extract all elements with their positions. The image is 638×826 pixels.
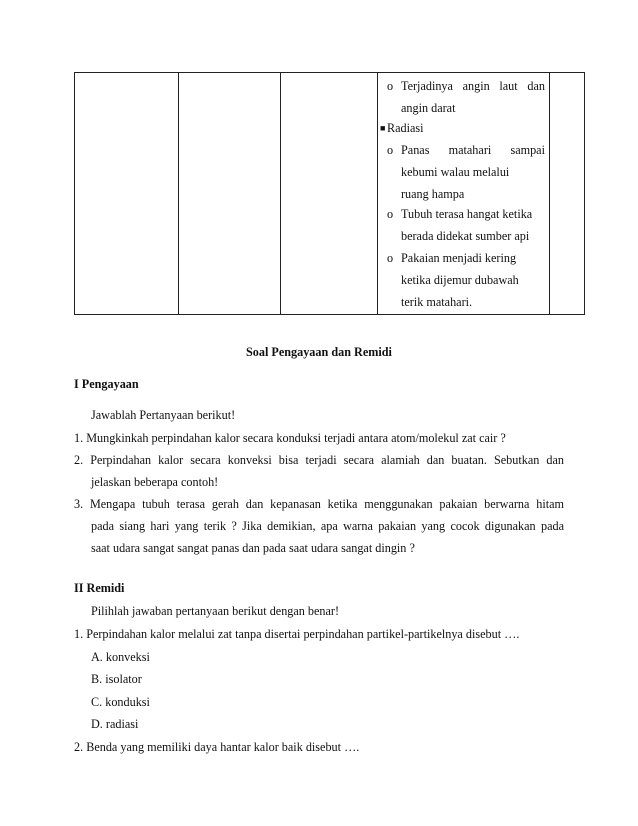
word: Terjadinya xyxy=(401,79,453,93)
list-item-line xyxy=(401,143,545,157)
list-item-line: kebumi walau melalui xyxy=(401,165,510,179)
list-item-line: angin darat xyxy=(401,101,456,115)
list-item-line: ruang hampa xyxy=(401,187,465,201)
word: angin xyxy=(462,79,490,93)
section-title-pengayaan: I Pengayaan xyxy=(74,377,139,391)
bullet-circle-icon: o xyxy=(387,79,394,93)
list-item-line: Pakaian menjadi kering xyxy=(401,251,517,265)
word: matahari xyxy=(448,143,492,157)
word: laut xyxy=(499,79,518,93)
table-column-divider xyxy=(549,73,550,314)
list-item-line: terik matahari. xyxy=(401,295,473,309)
list-item-line: Tubuh terasa hangat ketika xyxy=(401,207,533,221)
section-title-remidi: II Remidi xyxy=(74,581,125,595)
option-c: C. konduksi xyxy=(91,695,150,709)
word: dan xyxy=(527,79,545,93)
question-3: 3. Mengapa tubuh terasa gerah dan kepanasan ketika menggunakan pakaian berwarna hitam xyxy=(74,497,564,511)
section-instruction: Jawablah Pertanyaan berikut! xyxy=(91,408,236,422)
table-column-divider xyxy=(280,73,281,314)
word: Panas xyxy=(401,143,430,157)
question-3-continued: pada siang hari yang terik ? Jika demikian, apa warna pakaian yang cocok digunakan pada xyxy=(91,519,564,533)
list-item-line: ketika dijemur dubawah xyxy=(401,273,519,287)
table-column-divider xyxy=(377,73,378,314)
bullet-circle-icon: o xyxy=(387,207,394,221)
list-item-line: berada didekat sumber api xyxy=(401,229,530,243)
option-b: B. isolator xyxy=(91,672,142,686)
word: sampai xyxy=(510,143,545,157)
option-d: D. radiasi xyxy=(91,717,139,731)
section-instruction: Pilihlah jawaban pertanyaan berikut dengan benar! xyxy=(91,604,340,618)
list-item-line xyxy=(401,79,545,93)
table-column-divider xyxy=(178,73,179,314)
question-3-continued: saat udara sangat sangat panas dan pada saat udara sangat dingin ? xyxy=(91,541,415,555)
question-2: 2. Benda yang memiliki daya hantar kalor baik disebut …. xyxy=(74,740,360,754)
question-2-continued: jelaskan beberapa contoh! xyxy=(91,475,219,489)
bullet-square-icon: ■ xyxy=(380,123,386,133)
option-a: A. konveksi xyxy=(91,650,150,664)
bullet-circle-icon: o xyxy=(387,251,394,265)
bullet-circle-icon: o xyxy=(387,143,394,157)
content-table xyxy=(74,72,585,315)
question-1: 1. Perpindahan kalor melalui zat tanpa disertai perpindahan partikel-partikelnya disebut …. xyxy=(74,627,520,641)
question-2: 2. Perpindahan kalor secara konveksi bisa terjadi secara alamiah dan buatan. Sebutkan dan xyxy=(74,453,564,467)
list-item-line: Radiasi xyxy=(387,121,424,135)
question-1: 1. Mungkinkah perpindahan kalor secara konduksi terjadi antara atom/molekul zat cair ? xyxy=(74,431,506,445)
page-title: Soal Pengayaan dan Remidi xyxy=(246,345,392,359)
